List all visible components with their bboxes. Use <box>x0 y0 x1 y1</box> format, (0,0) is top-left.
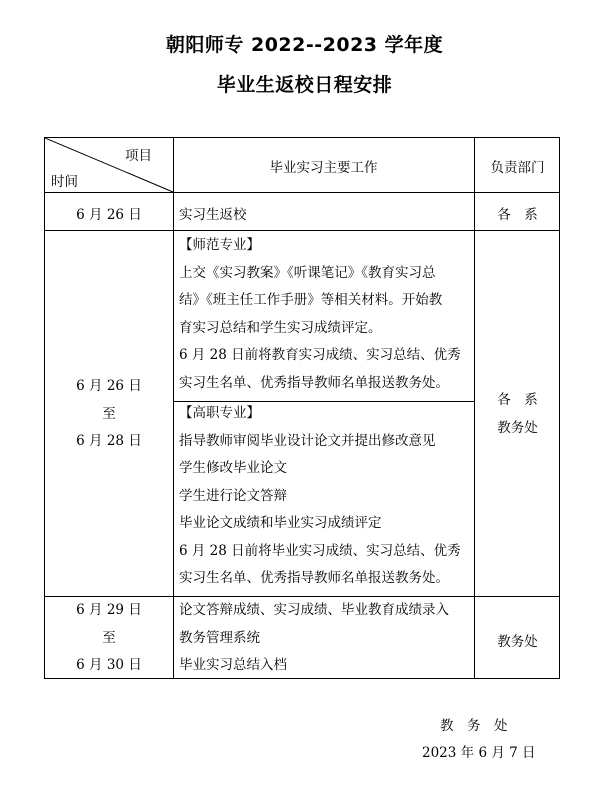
vocational-line: 指导教师审阅毕业设计论文并提出修改意见 <box>179 432 436 449</box>
document-title: 朝阳师专 2022--2023 学年度 <box>165 34 444 56</box>
row-divider-1 <box>45 230 559 231</box>
row2-time <box>45 373 173 456</box>
signature-date: 2023 年 6 月 7 日 <box>422 745 536 761</box>
teacher-line: 育实习总结和学生实习成绩评定。 <box>179 319 382 336</box>
vocational-line: 实习生名单、优秀指导教师名单报送教务处。 <box>179 570 449 586</box>
teacher-line: 实习生名单、优秀指导教师名单报送教务处。 <box>179 374 449 391</box>
row1-dept: 各 系 <box>497 207 538 223</box>
col-divider-1 <box>173 138 174 678</box>
row2-time-end: 6 月 28 日 <box>76 433 142 449</box>
teacher-line: 结》《班主任工作手册》等相关材料。开始教 <box>179 292 443 308</box>
vocational-heading: 【高职专业】 <box>179 405 260 421</box>
teacher-line: 上交《实习教案》《听课笔记》《教育实习总 <box>179 264 436 281</box>
schedule-table <box>44 137 560 679</box>
header-work: 毕业实习主要工作 <box>269 160 378 176</box>
document-subtitle: 毕业生返校日程安排 <box>216 74 393 96</box>
row2-dept-departments: 各 系 <box>497 392 538 408</box>
header-time: 时间 <box>51 174 78 190</box>
vocational-line: 6 月 28 日前将毕业实习成绩、实习总结、优秀 <box>179 542 461 559</box>
row1-time: 6 月 26 日 <box>76 207 142 223</box>
row2-time-to: 至 <box>102 405 116 422</box>
row2-dept <box>474 387 561 442</box>
teacher-heading: 【师范专业】 <box>179 237 260 253</box>
row3-work-line: 论文答辩成绩、实习成绩、毕业教育成绩录入 <box>179 602 449 618</box>
row3-time-to: 至 <box>102 629 116 646</box>
header-dept: 负责部门 <box>490 160 545 176</box>
vocational-line: 学生进行论文答辩 <box>179 487 287 504</box>
row3-time <box>45 597 173 680</box>
row2-time-start: 6 月 26 日 <box>76 378 142 394</box>
row3-dept: 教务处 <box>497 634 538 650</box>
row3-time-start: 6 月 29 日 <box>76 602 142 618</box>
signature-office: 教 务 处 <box>440 718 508 734</box>
vocational-line: 学生修改毕业论文 <box>179 460 287 476</box>
row2-dept-office: 教务处 <box>497 419 538 436</box>
row3-work-line: 教务管理系统 <box>179 629 260 646</box>
row1-work: 实习生返校 <box>179 207 247 223</box>
header-item: 项目 <box>125 148 152 164</box>
teacher-line: 6 月 28 日前将教育实习成绩、实习总结、优秀 <box>179 347 461 363</box>
row3-work-line: 毕业实习总结入档 <box>179 657 287 673</box>
vocational-line: 毕业论文成绩和毕业实习成绩评定 <box>179 515 382 531</box>
row3-work <box>179 597 449 680</box>
row2-work-teacher <box>179 232 461 397</box>
row2-work-vocational <box>179 400 461 593</box>
row3-time-end: 6 月 30 日 <box>76 657 142 673</box>
